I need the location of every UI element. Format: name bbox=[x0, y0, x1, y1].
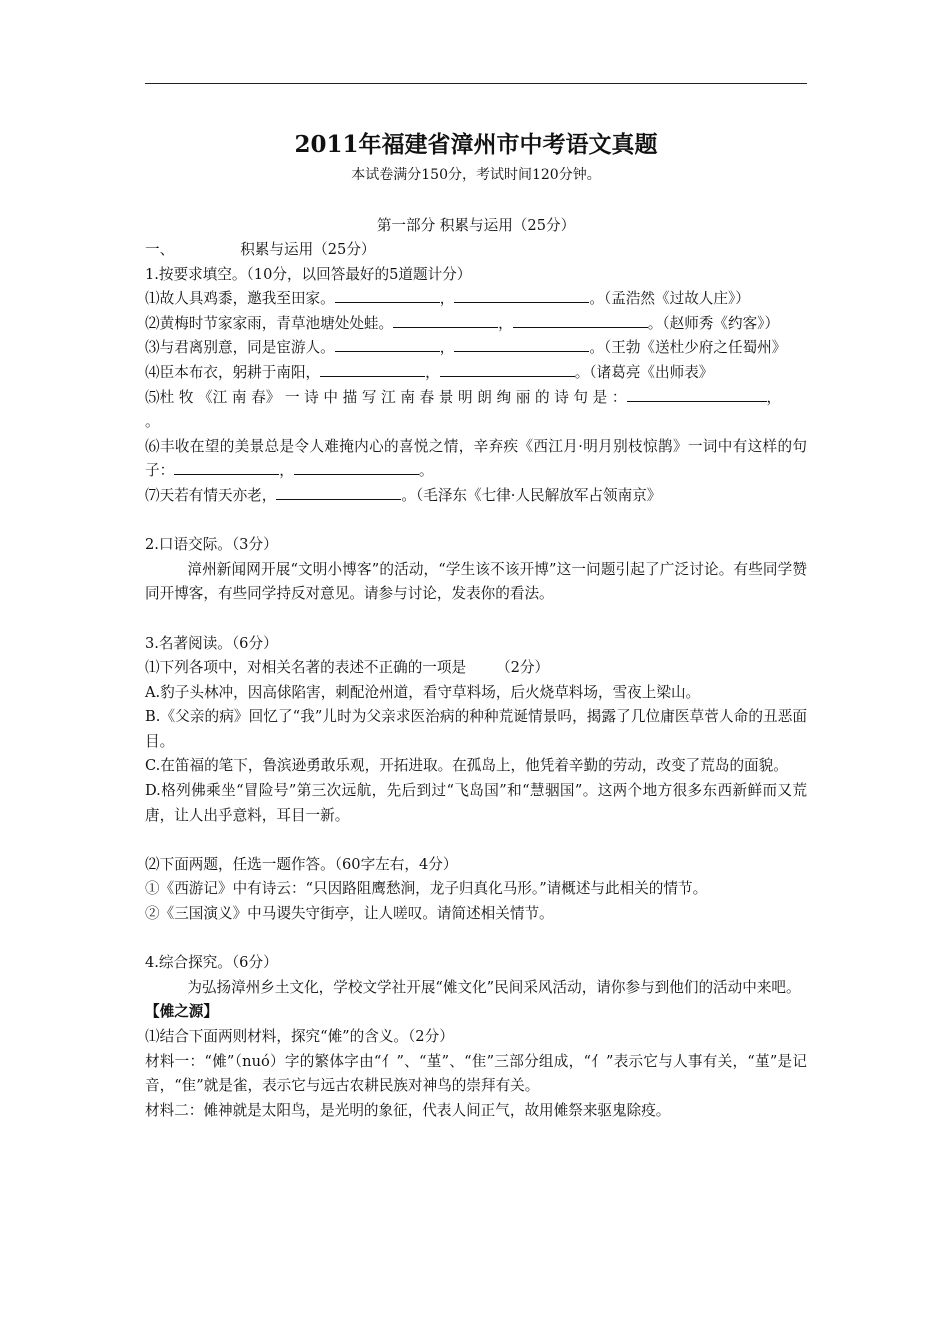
answer-blank[interactable] bbox=[276, 485, 401, 500]
answer-blank[interactable] bbox=[393, 313, 498, 328]
q3-option-a[interactable]: A.豹子头林冲，因高俅陷害，刺配沧州道，看守草料场，后火烧草料场，雪夜上梁山。 bbox=[145, 683, 701, 701]
q3-option-b[interactable]: B.《父亲的病》回忆了“我”儿时为父亲求医治病的种种荒诞情景吗，揭露了几位庸医草菅人命的丑恶面目。 bbox=[145, 708, 807, 750]
header-rule bbox=[145, 83, 807, 84]
q3-choice-1[interactable]: ①《西游记》中有诗云：“只因路阻鹰愁涧，龙子归真化马形。”请概述与此相关的情节。 bbox=[145, 880, 708, 898]
q1-item-6: ⑹丰收在望的美景总是令人难掩内心的喜悦之情，辛弃疾《西江月·明月别枝惊鹊》一词中有这样的句子： ， 。 bbox=[145, 437, 807, 480]
answer-blank[interactable] bbox=[454, 337, 589, 352]
answer-blank[interactable] bbox=[174, 460, 279, 475]
question-3-title: 3.名著阅读。（6分） bbox=[145, 634, 278, 652]
answer-blank[interactable] bbox=[454, 288, 589, 303]
question-2-title: 2.口语交际。（3分） bbox=[145, 536, 278, 554]
q4-sub1: ⑴结合下面两则材料，探究“傩”的含义。（2分） bbox=[145, 1028, 454, 1045]
q4-material-1: 材料一：“傩”（nuó）字的繁体字由“亻”、“堇”、“隹”三部分组成，“亻”表示它与人事有关，“堇”是记音，“隹”就是雀，表示它与远古农耕民族对神鸟的崇拜有关。 bbox=[145, 1052, 807, 1095]
answer-blank[interactable] bbox=[335, 288, 440, 303]
exam-page bbox=[145, 128, 807, 1123]
answer-blank[interactable] bbox=[294, 460, 419, 475]
answer-blank[interactable] bbox=[513, 313, 648, 328]
q1-item-7: ⑺天若有情天亦老， 。（毛泽东《七律·人民解放军占领南京》 bbox=[145, 486, 662, 504]
q1-item-2: ⑵黄梅时节家家雨，青草池塘处处蛙。 ， 。（赵师秀《约客》） bbox=[145, 314, 780, 332]
question-4-title: 4.综合探究。（6分） bbox=[145, 954, 278, 972]
page-title: 2011年福建省漳州市中考语文真题 bbox=[294, 131, 658, 158]
answer-blank[interactable] bbox=[440, 362, 575, 377]
question-1-title: 1.按要求填空。（10分，以回答最好的5道题计分） bbox=[145, 265, 472, 283]
q3-choice-2[interactable]: ②《三国演义》中马谡失守街亭，让人嗟叹。请简述相关情节。 bbox=[145, 905, 554, 923]
answer-blank[interactable] bbox=[320, 362, 425, 377]
q1-item-4: ⑷臣本布衣，躬耕于南阳， ， 。（诸葛亮《出师表》 bbox=[145, 363, 714, 381]
q4-material-2: 材料二：傩神就是太阳鸟，是光明的象征，代表人间正气，故用傩祭来驱鬼除疫。 bbox=[145, 1101, 671, 1119]
q3-option-d[interactable]: D.格列佛乘坐“冒险号”第三次远航，先后到过“飞岛国”和“慧骃国”。这两个地方很多东西新鲜而又荒唐，让人出乎意料，耳目一新。 bbox=[145, 782, 807, 824]
section-number: 一、 bbox=[145, 241, 175, 258]
part-heading: 第一部分 积累与运用（25分） bbox=[376, 217, 576, 234]
q3-sub1: ⑴下列各项中，对相关名著的表述不正确的一项是 （2分） bbox=[145, 659, 550, 677]
answer-blank[interactable] bbox=[335, 337, 440, 352]
section-label: 积累与运用（25分） bbox=[240, 241, 376, 258]
q3-sub2: ⑵下面两题，任选一题作答。（60字左右，4分） bbox=[145, 855, 458, 873]
q1-item-1: ⑴故人具鸡黍，邀我至田家。 ， 。（孟浩然《过故人庄》） bbox=[145, 290, 750, 308]
question-2-body: 漳州新闻网开展“文明小博客”的活动，“学生该不该开博”这一问题引起了广泛讨论。有些同学赞同开博客，有些同学持反对意见。请参与讨论，发表你的看法。 bbox=[145, 560, 807, 603]
q1-item-5: ⑸杜 牧 《江 南 春》 一 诗 中 描 写 江 南 春 景 明 朗 绚 丽 的 诗 句 是 ： ， 。 bbox=[145, 388, 782, 431]
q1-item-3: ⑶与君离别意，同是宦游人。 ， 。（王勃《送杜少府之任蜀州》 bbox=[145, 339, 787, 357]
answer-blank[interactable] bbox=[627, 387, 767, 402]
q4-heading: 【傩之源】 bbox=[145, 1003, 218, 1021]
section-heading bbox=[145, 238, 807, 263]
page-subtitle: 本试卷满分150分，考试时间120分钟。 bbox=[351, 167, 601, 183]
q3-option-c[interactable]: C.在笛福的笔下，鲁滨逊勇敢乐观，开拓进取。在孤岛上，他凭着辛勤的劳动，改变了荒岛的面貌。 bbox=[145, 757, 788, 775]
question-4-body: 为弘扬漳州乡土文化，学校文学社开展“傩文化”民间采风活动，请你参与到他们的活动中来吧。 bbox=[187, 978, 801, 996]
